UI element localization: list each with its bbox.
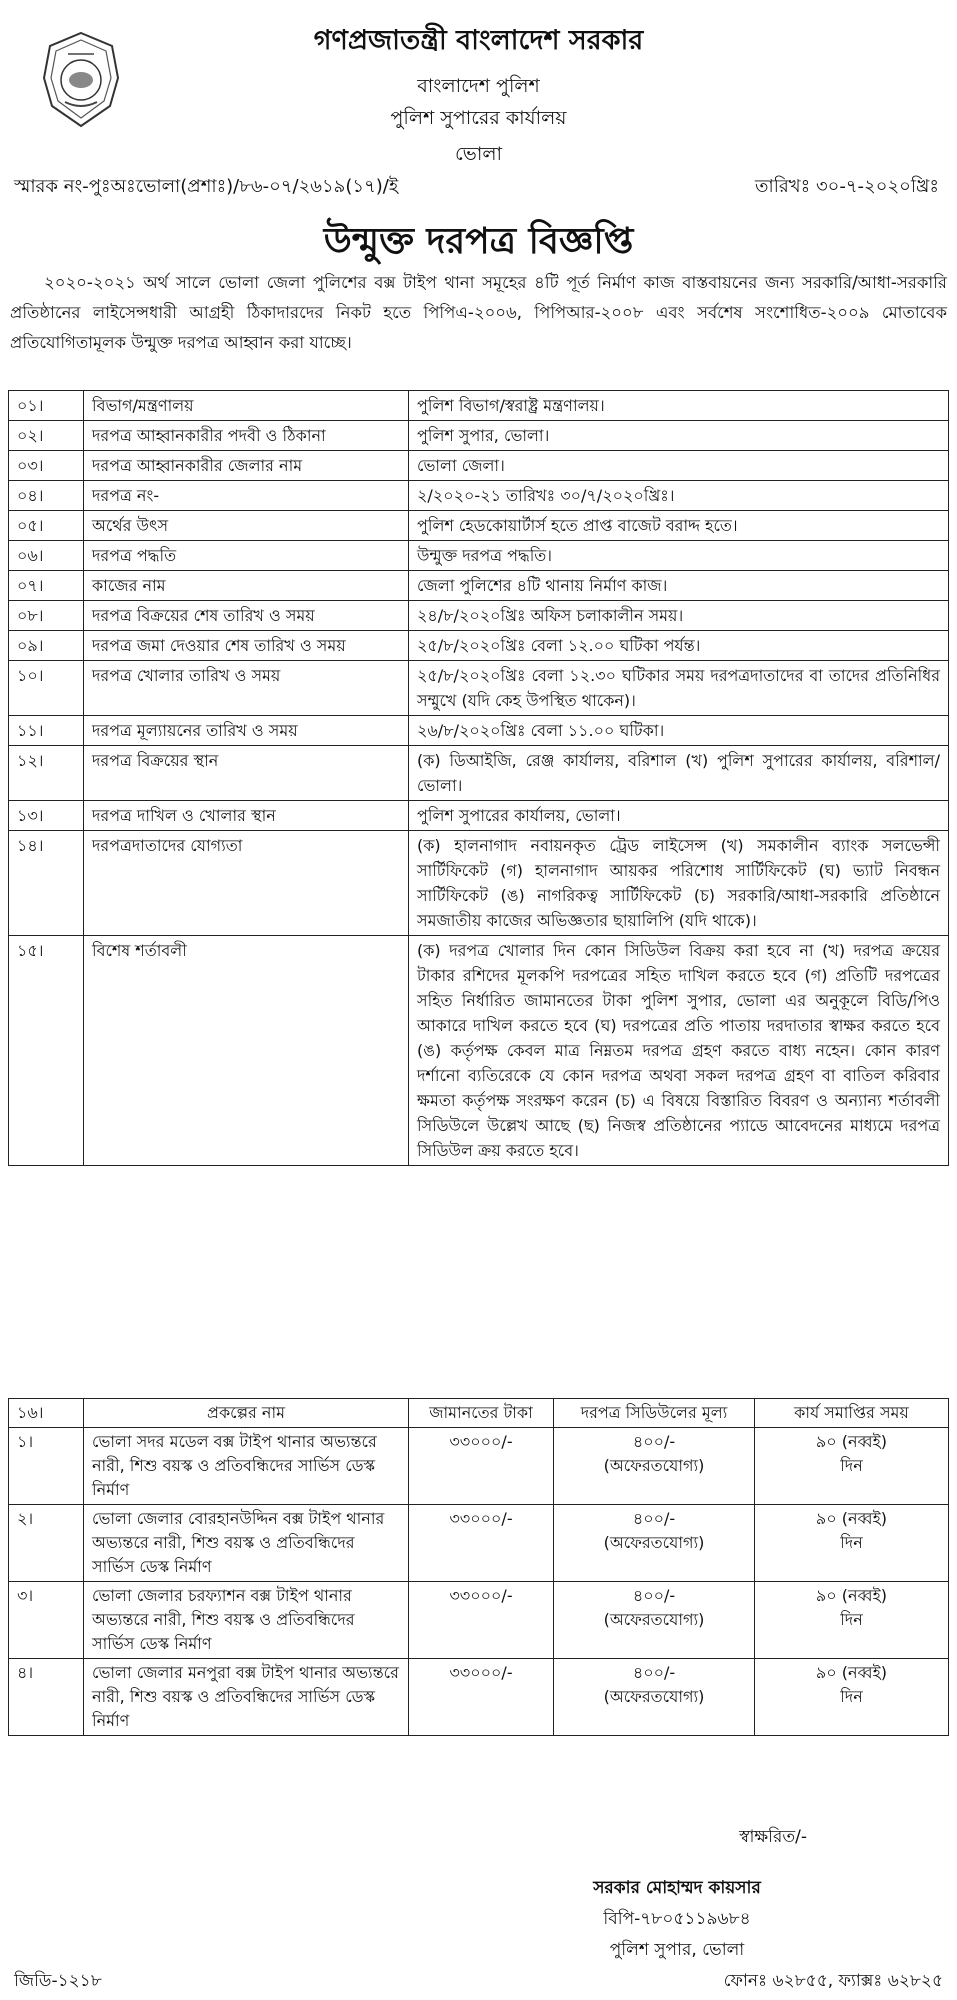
intro-paragraph: ২০২০-২০২১ অর্থ সালে ভোলা জেলা পুলিশের বক্স টাইপ থানা সমূহের ৪টি পূর্ত নির্মাণ কাজ বাস্তবায়নের জন্য সরকারি/আধা-সরকারি প্রতিষ্ঠানের লাইসেন্সধারী আগ্রহী ঠিকাদারদের নিকট হতে পিপিএ-২০০৬, পিপিআর-২০০৮ এবং সর্বশেষ সংশোধিত-২০০৯ মোতাবেক প্রতিযোগিতামূলক উন্মুক্ত দরপত্র আহ্বান করা যাচ্ছে। [10, 273, 947, 352]
info-row-label: দরপত্র আহ্বানকারীর জেলার নাম [84, 451, 409, 481]
info-row [9, 831, 949, 936]
project-security-money-line: ৩৩০০০/- [449, 1586, 513, 1605]
info-row-value: (ক) ডিআইজি, রেঞ্জ কার্যালয়, বরিশাল (খ) পুলিশ সুপারের কার্যালয়, বরিশাল/ভোলা। [409, 746, 949, 801]
info-row-number: ০৫। [9, 511, 84, 541]
info-row-number: ১৫। [9, 936, 84, 1166]
project-completion-time-line: ৯০ (নব্বই) [815, 1509, 888, 1528]
project-completion-time-line: দিন [840, 1687, 863, 1706]
signatory-designation: পুলিশ সুপার, ভোলা [609, 1940, 745, 1960]
info-row-number: ০৪। [9, 481, 84, 511]
project-security-money-line: ৩৩০০০/- [449, 1432, 513, 1451]
project-completion-time-line: ৯০ (নব্বই) [815, 1432, 888, 1451]
project-completion-time-line: দিন [840, 1533, 863, 1552]
info-row-number: ০৬। [9, 541, 84, 571]
project-number [9, 1505, 84, 1582]
project-completion-time [755, 1428, 949, 1505]
project-security-money [409, 1428, 554, 1505]
info-row [9, 716, 949, 746]
info-row [9, 601, 949, 631]
project-schedule-price-line: (অফেরতযোগ্য) [603, 1610, 705, 1629]
info-row-value: ২৪/৮/২০২০খ্রিঃ অফিস চলাকালীন সময়। [409, 601, 949, 631]
info-row-value: পুলিশ হেডকোয়ার্টার্স হতে প্রাপ্ত বাজেট বরাদ্দ হতে। [409, 511, 949, 541]
info-row-label: দরপত্র জমা দেওয়ার শেষ তারিখ ও সময় [84, 631, 409, 661]
info-row-number: ১২। [9, 746, 84, 801]
info-row [9, 571, 949, 601]
info-row-number: ০২। [9, 421, 84, 451]
project-schedule-price-line: (অফেরতযোগ্য) [603, 1533, 705, 1552]
project-table-header [9, 1399, 949, 1428]
info-row-value: পুলিশ সুপারের কার্যালয়, ভোলা। [409, 801, 949, 831]
signatory-bp-number: বিপি-৭৮০৫১১৯৬৮৪ [603, 1909, 751, 1929]
project-security-money [409, 1505, 554, 1582]
project-row [9, 1505, 949, 1582]
project-security-money-line: ৩৩০০০/- [449, 1663, 513, 1682]
info-row [9, 541, 949, 571]
info-row-label: দরপত্র নং- [84, 481, 409, 511]
project-name-line: ভোলা জেলার মনপুরা বক্স টাইপ থানার অভ্যন্তরে নারী, শিশু বয়স্ক ও প্রতিবন্ধিদের সার্ভিস ডেস্ক নির্মাণ [92, 1663, 399, 1730]
info-row-number: ০৯। [9, 631, 84, 661]
project-row [9, 1582, 949, 1659]
info-row-label: বিভাগ/মন্ত্রণালয় [84, 391, 409, 421]
info-row [9, 391, 949, 421]
info-row [9, 746, 949, 801]
page-title: উন্মুক্ত দরপত্র বিজ্ঞপ্তি [323, 221, 634, 262]
project-completion-time-line: দিন [840, 1610, 863, 1629]
project-completion-time [755, 1582, 949, 1659]
district-name: ভোলা [454, 143, 503, 165]
info-row-number: ০৮। [9, 601, 84, 631]
info-row-label: অর্থের উৎস [84, 511, 409, 541]
info-row-value: উন্মুক্ত দরপত্র পদ্ধতি। [409, 541, 949, 571]
info-row-value: পুলিশ সুপার, ভোলা। [409, 421, 949, 451]
project-number [9, 1428, 84, 1505]
project-number-line: ৩। [17, 1586, 34, 1605]
project-schedule-price [554, 1582, 755, 1659]
project-schedule-price-line: ৪০০/- [632, 1663, 676, 1682]
info-row-label: দরপত্রদাতাদের যোগ্যতা [84, 831, 409, 936]
project-completion-time [755, 1505, 949, 1582]
project-table [8, 1398, 949, 1736]
info-row [9, 421, 949, 451]
info-row-label: দরপত্র পদ্ধতি [84, 541, 409, 571]
project-completion-time-line: ৯০ (নব্বই) [815, 1586, 888, 1605]
info-row [9, 936, 949, 1166]
info-row-label: বিশেষ শর্তাবলী [84, 936, 409, 1166]
info-row-value: ভোলা জেলা। [409, 451, 949, 481]
project-number-line: ৪। [17, 1663, 34, 1682]
project-completion-time [755, 1659, 949, 1736]
info-row [9, 631, 949, 661]
project-row [9, 1428, 949, 1505]
project-schedule-price-line: ৪০০/- [632, 1432, 676, 1451]
contact-phone-fax: ফোনঃ ৬২৮৫৫, ফ্যাক্সঃ ৬২৮২৫ [723, 1971, 943, 1991]
info-row-label: দরপত্র আহ্বানকারীর পদবী ও ঠিকানা [84, 421, 409, 451]
office-name: পুলিশ সুপারের কার্যালয় [390, 107, 567, 129]
department-name: বাংলাদেশ পুলিশ [417, 75, 540, 97]
project-completion-time-line: ৯০ (নব্বই) [815, 1663, 888, 1682]
project-name-line: ভোলা সদর মডেল বক্স টাইপ থানার অভ্যন্তরে নারী, শিশু বয়স্ক ও প্রতিবন্ধিদের সার্ভিস ডেস্ক নির্মাণ [92, 1432, 377, 1499]
project-security-money [409, 1582, 554, 1659]
project-number-line: ১। [17, 1432, 34, 1451]
project-name [84, 1428, 409, 1505]
info-row-label: দরপত্র বিক্রয়ের স্থান [84, 746, 409, 801]
header-security-money: জামানতের টাকা [409, 1399, 554, 1428]
info-row [9, 661, 949, 716]
info-row-value: জেলা পুলিশের ৪টি থানায় নির্মাণ কাজ। [409, 571, 949, 601]
info-row [9, 801, 949, 831]
info-row-value: পুলিশ বিভাগ/স্বরাষ্ট্র মন্ত্রণালয়। [409, 391, 949, 421]
project-security-money-line: ৩৩০০০/- [449, 1509, 513, 1528]
info-row-value: (ক) হালনাগাদ নবায়নকৃত ট্রেড লাইসেন্স (খ) সমকালীন ব্যাংক সলভেন্সী সার্টিফিকেট (গ) হালনাগাদ আয়কর পরিশোধ সার্টিফিকেট (ঘ) ভ্যাট নিবন্ধন সার্টিফিকেট (ঙ) নাগরিকত্ব সার্টিফিকেট (চ) সরকারি/আধা-সরকারি প্রতিষ্ঠানে সমজাতীয় কাজের অভিজ্ঞতার ছায়ালিপি (যদি থাকে)। [409, 831, 949, 936]
info-row-label: দরপত্র মূল্যায়নের তারিখ ও সময় [84, 716, 409, 746]
info-row-value: ২৬/৮/২০২০খ্রিঃ বেলা ১১.০০ ঘটিকা। [409, 716, 949, 746]
project-schedule-price-line: ৪০০/- [632, 1586, 676, 1605]
project-schedule-price [554, 1428, 755, 1505]
project-schedule-price [554, 1659, 755, 1736]
header-completion-time: কার্য সমাপ্তির সময় [755, 1399, 949, 1428]
info-row-number: ১০। [9, 661, 84, 716]
info-row-label: দরপত্র বিক্রয়ের শেষ তারিখ ও সময় [84, 601, 409, 631]
info-row-number: ০৭। [9, 571, 84, 601]
info-row-label: দরপত্র দাখিল ও খোলার স্থান [84, 801, 409, 831]
project-number [9, 1659, 84, 1736]
header-schedule-price: দরপত্র সিডিউলের মূল্য [554, 1399, 755, 1428]
info-row-number: ০৩। [9, 451, 84, 481]
project-name [84, 1659, 409, 1736]
project-schedule-price-line: ৪০০/- [632, 1509, 676, 1528]
signatory-name: সরকার মোহাম্মদ কায়সার [593, 1878, 761, 1898]
project-schedule-price-line: (অফেরতযোগ্য) [603, 1687, 705, 1706]
government-name: গণপ্রজাতন্ত্রী বাংলাদেশ সরকার [313, 25, 644, 56]
info-row-number: ১৪। [9, 831, 84, 936]
tender-info-table [8, 390, 949, 1166]
project-number [9, 1582, 84, 1659]
info-row-label: দরপত্র খোলার তারিখ ও সময় [84, 661, 409, 716]
info-row-number: ০১। [9, 391, 84, 421]
project-schedule-price [554, 1505, 755, 1582]
project-name-line: ভোলা জেলার চরফ্যাশন বক্স টাইপ থানার অভ্যন্তরে নারী, শিশু বয়স্ক ও প্রতিবন্ধিদের সার্ভিস ডেস্ক নির্মাণ [92, 1586, 355, 1653]
info-row [9, 451, 949, 481]
project-name [84, 1505, 409, 1582]
info-row-value: ২৫/৮/২০২০খ্রিঃ বেলা ১২.০০ ঘটিকা পর্যন্ত। [409, 631, 949, 661]
header-project-name: প্রকল্পের নাম [84, 1399, 409, 1428]
gd-number: জিডি-১২১৮ [14, 1971, 102, 1991]
project-row [9, 1659, 949, 1736]
project-schedule-price-line: (অফেরতযোগ্য) [603, 1456, 705, 1475]
info-row-value: (ক) দরপত্র খোলার দিন কোন সিডিউল বিক্রয় করা হবে না (খ) দরপত্র ক্রয়ের টাকার রশিদের মূলকপি দরপত্রের সহিত দাখিল করতে হবে (গ) প্রতিটি দরপত্রের সহিত নির্ধারিত জামানতের টাকা পুলিশ সুপার, ভোলা এর অনুকূলে বিডি/পিও আকারে দাখিল করতে হবে (ঘ) দরপত্রের প্রতি পাতায় দরদাতার স্বাক্ষর করতে হবে (ঙ) কর্তৃপক্ষ কেবল মাত্র নিম্নতম দরপত্র গ্রহণ করতে বাধ্য নহেন। কোন কারণ দর্শানো ব্যতিরেকে যে কোন দরপত্র অথবা সকল দরপত্র গ্রহণ বা বাতিল করিবার ক্ষমতা কর্তৃপক্ষ সংরক্ষণ করেন (চ) এ বিষয়ে বিস্তারিত বিবরণ ও অন্যান্য শর্তাবলী সিডিউলে উল্লেখ আছে (ছ) নিজস্ব প্রতিষ্ঠানের প্যাডে আবেদনের মাধ্যমে দরপত্র সিডিউল ক্রয় করতে হবে। [409, 936, 949, 1166]
project-completion-time-line: দিন [840, 1456, 863, 1475]
notice-date: তারিখঃ ৩০-৭-২০২০খ্রিঃ [755, 176, 939, 197]
info-row-number: ১১। [9, 716, 84, 746]
info-row-label: কাজের নাম [84, 571, 409, 601]
project-security-money [409, 1659, 554, 1736]
info-row-value: ২৫/৮/২০২০খ্রিঃ বেলা ১২.৩০ ঘটিকার সময় দরপত্রদাতাদের বা তাদের প্রতিনিধির সম্মুখে (যদি কেহ উপস্থিত থাকেন)। [409, 661, 949, 716]
project-name-line: ভোলা জেলার বোরহানউদ্দিন বক্স টাইপ থানার অভ্যন্তরে নারী, শিশু বয়স্ক ও প্রতিবন্ধিদের সার্ভিস ডেস্ক নির্মাণ [92, 1509, 385, 1576]
memo-number: স্মারক নং-পুঃঅঃভোলা(প্রশাঃ)/৮৬-০৭/২৬১৯(১৭)/ই [14, 176, 399, 197]
info-row [9, 511, 949, 541]
info-row-value: ২/২০২০-২১ তারিখঃ ৩০/৭/২০২০খ্রিঃ। [409, 481, 949, 511]
project-number-line: ২। [17, 1509, 34, 1528]
info-row [9, 481, 949, 511]
signed-mark: স্বাক্ষরিত/- [739, 1827, 807, 1847]
project-row-number: ১৬। [9, 1399, 84, 1428]
project-name [84, 1582, 409, 1659]
info-row-number: ১৩। [9, 801, 84, 831]
